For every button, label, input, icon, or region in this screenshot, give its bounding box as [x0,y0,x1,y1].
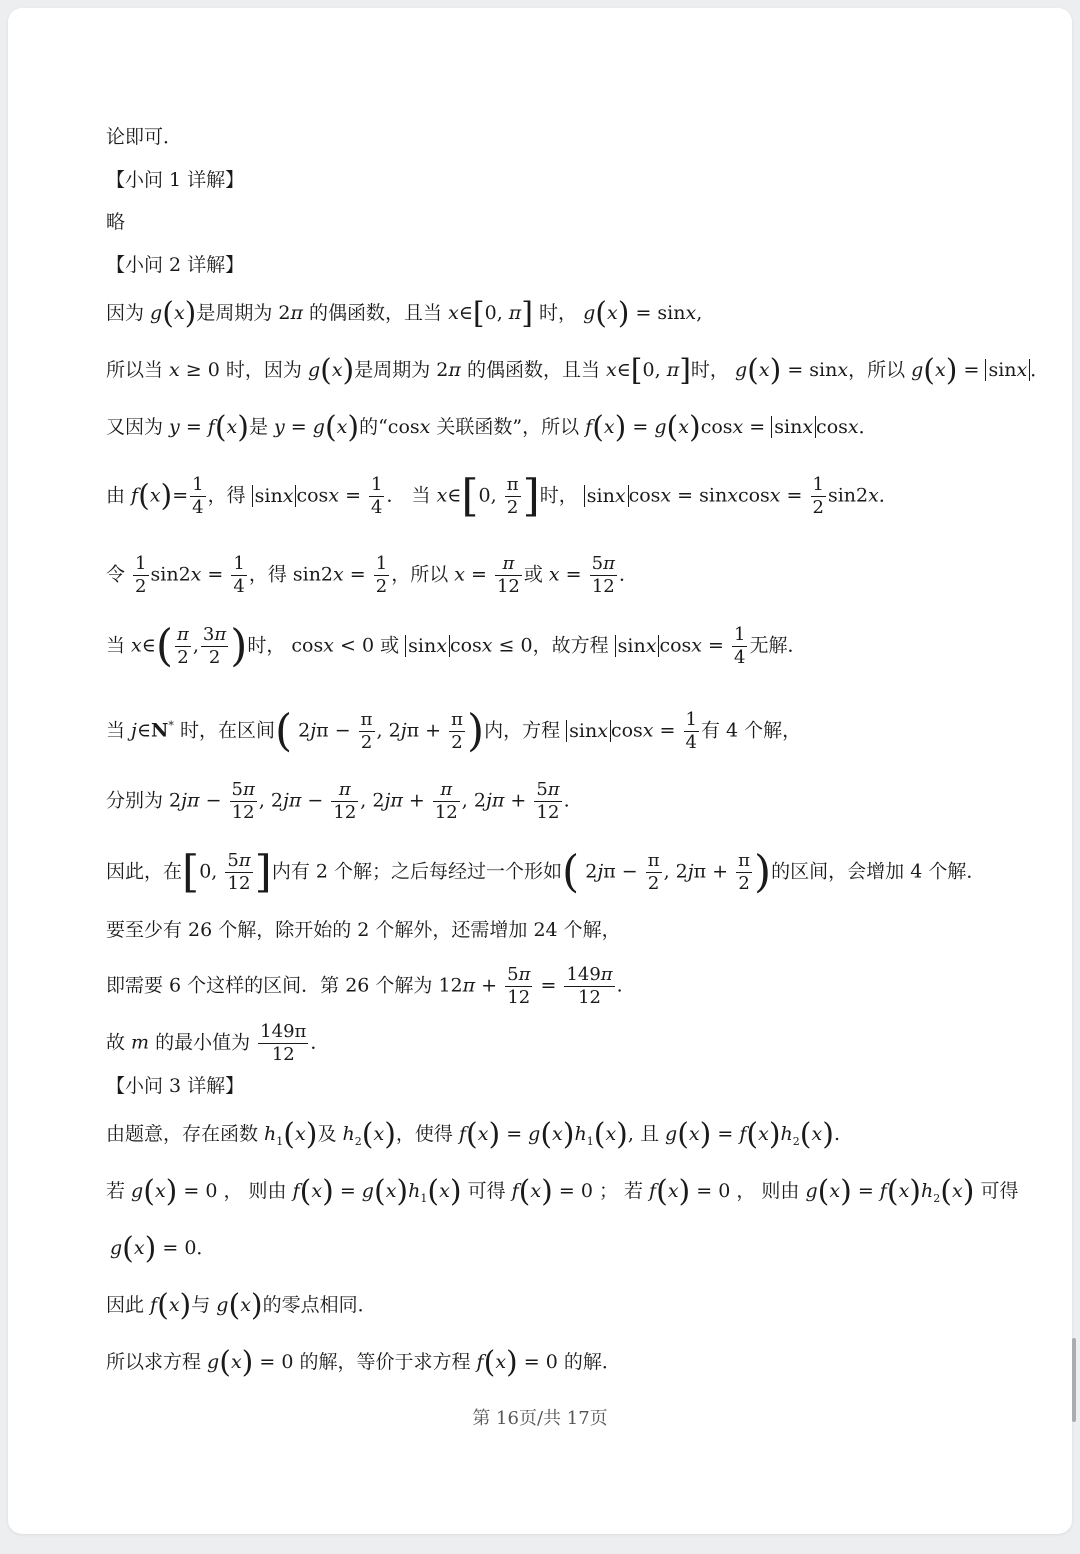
page-footer: 第 16页/共 17页 [472,1408,608,1429]
document-page [8,8,1072,1534]
math-line: 由 f(x)= $\frac{1}{4}$ ，得 sinx cosx = $\frac{1}{4}$ ． 当 x∈[0, $\frac{\pi}{2}$ ]时， sinx cosx = sinxcosx = $\frac{1}{2}$ sin2x． [106,470,898,522]
math-line: 令 $\frac{1}{2}$ sin2x = $\frac{1}{4}$ ，得 sin2x = $\frac{1}{2}$ ，所以 x = $\frac{\pi}{12}$ 或 x = $\frac{5\pi}{12}$ ． [106,553,638,597]
math-line: 若 g(x) = 0 ， 则由 $f(x) = g(x)h_1(x)$ 可得 f(x) = 0 ； 若 f(x) = 0 ， 则由 $g(x) = f(x)h_2(x)$ 可得 [106,1174,1019,1209]
section-heading: 【小问 2 详解】 [106,254,245,276]
math-line: 因此 f(x)与 g(x)的零点相同． [106,1288,377,1323]
math-line: g(x) = 0． [110,1231,216,1266]
math-line: 当 j∈N* 时，在区间( 2jπ − $\frac{\pi}{2}$ , 2jπ + $\frac{\pi}{2}$ )内，方程 sinx cosx = $\frac{1}{4}$ 有 4 个解， [106,705,802,757]
math-line: 所以当 x ≥ 0 时，因为 g(x)是周期为 2π 的偶函数，且当 x∈[0, π]时， g(x) = sinx，所以 g(x) = sinx ． [106,353,1050,388]
math-line: 又因为 y = f(x)是 y = g(x)的“cosx 关联函数”，所以 f(x) = g(x)cosx = sinx cosx． [106,410,878,445]
text-line: 论即可． [106,126,183,148]
text-line: 略 [106,211,126,233]
math-line: 因为 g(x)是周期为 2π 的偶函数，且当 x∈[0, π] 时， g(x) = sinx, [106,296,703,331]
math-line: 由题意，存在函数 $h_1(x)$及 $h_2(x)$，使得 $f(x) = g(x)h_1(x)$, 且 $g(x) = f(x)h_2(x)$. [106,1117,840,1152]
math-line: 所以求方程 g(x) = 0 的解，等价于求方程 f(x) = 0 的解． [106,1345,621,1380]
math-line: 故 m 的最小值为 $\frac{149\pi}{12}$ ． [106,1021,330,1065]
section-heading: 【小问 1 详解】 [106,169,245,191]
section-heading: 【小问 3 详解】 [106,1075,245,1097]
text-line: 要至少有 26 个解，除开始的 2 个解外，还需增加 24 个解， [106,919,621,941]
scrollbar[interactable] [1072,1338,1076,1422]
math-line: 即需要 6 个这样的区间．第 26 个解为 12π + $\frac{5\pi}{12}$ = $\frac{149\pi}{12}$ . [106,964,623,1008]
math-line: 分别为 2jπ − $\frac{5\pi}{12}$ , 2jπ − $\frac{\pi}{12}$ , 2jπ + $\frac{\pi}{12}$ , 2jπ + $\frac{5\pi}{12}$ . [106,779,570,823]
math-line: 当 x∈( $\frac{\pi}{2}$ , $\frac{3\pi}{2}$ )时， cosx < 0 或 sinx cosx ≤ 0，故方程 sinx cosx = $\frac{1}{4}$ 无解． [106,620,807,672]
math-line: 因此，在[0, $\frac{5\pi}{12}$ ]内有 2 个解；之后每经过一个形如( 2jπ − $\frac{\pi}{2}$ , 2jπ + $\frac{\pi}{2}$ )的区间，会增加 4 个解． [106,846,986,898]
